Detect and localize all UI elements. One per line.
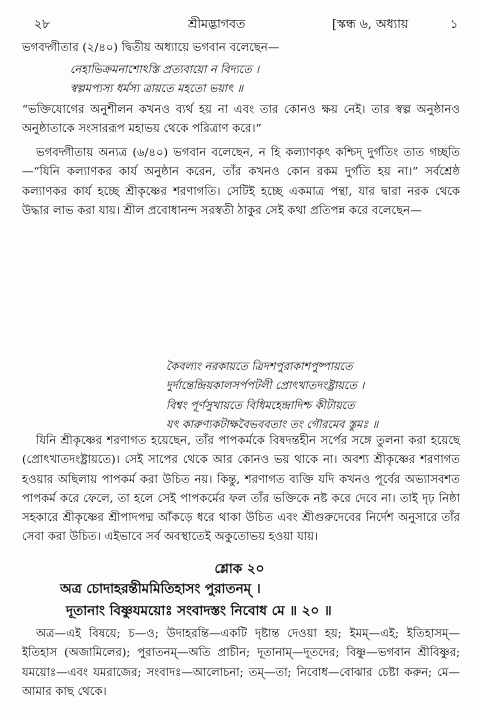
verse-1-line: নেহাভিক্রমনাশোঽস্তি প্রত্যবায়ো ন বিদ্যতে । bbox=[70, 63, 260, 76]
shloka-heading: শ্লোক ২০ bbox=[214, 561, 265, 577]
quote-paragraph: “ভক্তিযোগের অনুশীলন কখনও ব্যর্থ হয় না এবং তার কোনও ক্ষয় নেই। তার স্বল্প অনুষ্ঠানও অনুষ্ঠাতাকে সংসাররূপ মহাভয় থেকে পরিত্রাণ করে।” bbox=[22, 102, 460, 136]
verse-2-line: দুর্দান্তেন্দ্রিয়কালসর্পপটলী প্রোৎখাতদংষ্ট্রায়তে । bbox=[166, 379, 365, 393]
verse-1-line: স্বল্পমপ্যস্য ধর্মস্য ত্রায়তে মহতো ভয়াৎ ॥ bbox=[70, 82, 244, 96]
verse-2-line: বিশ্বং পূর্ণসুখায়তে বিধিমহেন্দ্রাদিশ্চ কীটায়তে bbox=[166, 398, 355, 412]
intro-line: ভগবদ্গীতার (২/৪০) দ্বিতীয় অধ্যায়ে ভগবান বলেছেন— bbox=[22, 40, 280, 54]
shloka-verse bbox=[60, 578, 420, 622]
shloka-line: অত্র চোদাহরন্তীমমিতিহাসং পুরাতনম্ । bbox=[60, 581, 261, 597]
verse-1 bbox=[70, 60, 259, 99]
chapter-number: ১ bbox=[450, 16, 459, 31]
verse-2-line: যৎ কারুণ্যকটাক্ষবৈভববতাং তং গৌরমেব স্তুমঃ ॥ bbox=[166, 417, 379, 431]
verse-2 bbox=[166, 357, 378, 434]
paragraph: ভগবদ্গীতায় অন্যত্র (৬/৪০) ভগবান বলেছেন, ন হি কল্যাণকৃৎ কশ্চিদ্ দুর্গতিং তাত গচ্ছতি—“যিনি কল্যাণকর কার্য অনুষ্ঠান করেন, তাঁর কখনও কোন রকম দুর্গতি হয় না।” সর্বশ্রেষ্ঠ কল্যাণকর কার্য হচ্ছে শ্রীকৃষ্ণের শরণাগতি। সেটিই হচ্ছে একমাত্র পন্থা, যার দ্বারা নরক থেকে উদ্ধার লাভ করা যায়। শ্রীল প্রবোধানন্দ সরস্বতী ঠাকুর সেই কথা প্রতিপন্ন করে বলেছেন— bbox=[22, 145, 460, 217]
page-number: ২৮ bbox=[34, 16, 51, 31]
page-header bbox=[0, 12, 479, 38]
paragraph: যিনি শ্রীকৃষ্ণের শরণাগত হয়েছেন, তাঁর পাপকর্মকে বিষদন্তহীন সর্পের সঙ্গে তুলনা করা হয়েছে (প্রোৎখাতদংষ্ট্রায়তে)। সেই সাপের থেকে আর কোনও ভয় থাকে না। অবশ্য শ্রীকৃষ্ণের শরণাগত হওয়ার অছিলায় পাপকর্ম করা উচিত নয়। কিন্তু, শরণাগত ব্যক্তি যদি কখনও পূর্বের অভ্যাসবশত পাপকর্ম করে ফেলে, তা হলে সেই পাপকর্মের ফল তাঁর ভক্তিকে নষ্ট করে দেবে না। তাই দৃঢ় নিষ্ঠা সহকারে শ্রীকৃষ্ণের শ্রীপাদপদ্ম আঁকড়ে ধরে থাকা উচিত এবং শ্রীগুরুদেবের নির্দেশ অনুসারে তাঁর সেবা করা উচিত। এইভাবে সর্ব অবস্থাতেই অকুতোভয় হওয়া যায়। bbox=[22, 433, 460, 544]
shloka-line: দূতানাং বিষ্ণুযময়োঃ সংবাদস্তং নিবোধ মে ॥ ২০ ॥ bbox=[66, 603, 332, 619]
synonyms-paragraph: অত্র—এই বিষয়ে; চ—ও; উদাহরন্তি—একটি দৃষ্টান্ত দেওয়া হয়; ইমম্—এই; ইতিহাসম্—ইতিহাস (অজামিলের); পুরাতনম্—অতি প্রাচীন; দূতানাম্—দূতদের; বিষ্ণু—ভগবান শ্রীবিষ্ণুর; যময়োঃ—এবং যমরাজের; সংবাদঃ—আলোচনা; তম্—তা; নিবোধ—বোঝার চেষ্টা করুন; মে—আমার কাছ থেকে। bbox=[22, 626, 460, 698]
book-title: শ্রীমদ্ভাগবত bbox=[188, 16, 246, 31]
verse-2-line: কৈবল্যং নরকায়তে ত্রিদশপুরাকাশপুষ্পায়তে bbox=[166, 360, 353, 373]
section-label: [স্কন্ধ ৬, অধ্যায় bbox=[332, 16, 409, 31]
